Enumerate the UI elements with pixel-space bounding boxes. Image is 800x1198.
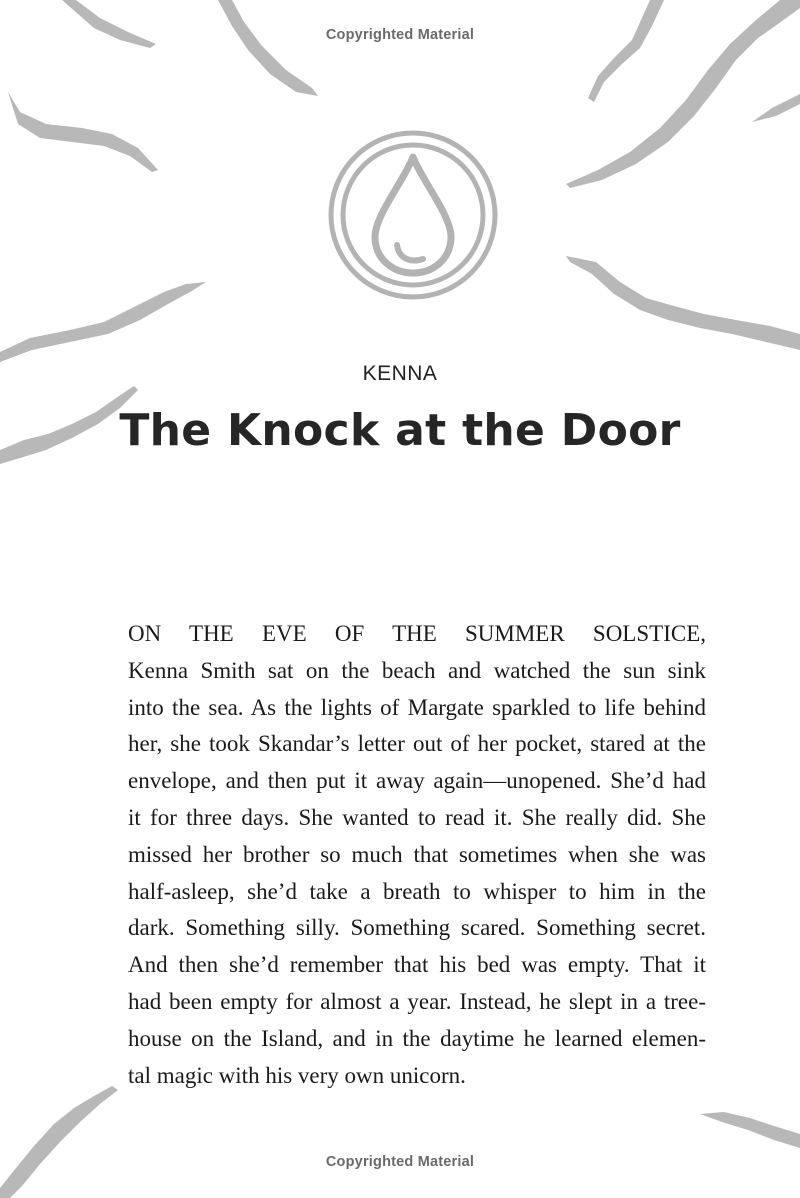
body-line: missed her brother so much that sometimes when she was — [128, 841, 706, 867]
crack-left-1 — [8, 92, 158, 172]
body-line: half-asleep, she’d take a breath to whisper to him in the — [128, 878, 706, 904]
body-line: And then she’d remember that his bed was empty. That it — [128, 952, 706, 978]
chapter-title: The Knock at the Door — [119, 405, 681, 456]
chapter-body — [128, 616, 706, 1094]
chapter-pov-label: KENNA — [362, 362, 438, 385]
body-line: tal magic with his very own unicorn. — [128, 1062, 466, 1088]
body-line: ON THE EVE OF THE SUMMER SOLSTICE, — [128, 621, 706, 646]
body-line: it for three days. She wanted to read it. She really did. She — [128, 804, 706, 830]
body-line: her, she took Skandar’s letter out of her pocket, stared at the — [128, 731, 706, 757]
body-line: house on the Island, and in the daytime he learned elemen- — [128, 1025, 706, 1051]
body-line: envelope, and then put it away again—unopened. She’d had — [128, 768, 706, 794]
crack-bottom-right — [700, 1112, 800, 1148]
crack-top-left-2 — [218, 0, 318, 96]
body-line: Kenna Smith sat on the beach and watched the sun sink — [128, 657, 706, 683]
body-line: dark. Something silly. Something scared. Something secret. — [128, 915, 706, 941]
crack-top-right-1 — [588, 0, 664, 102]
crack-bottom-left — [0, 1086, 118, 1198]
body-line: into the sea. As the lights of Margate sparkled to life behind — [128, 694, 706, 720]
crack-left-2 — [0, 282, 206, 362]
crack-right-1 — [752, 94, 800, 122]
body-line: had been empty for almost a year. Instead, he slept in a tree- — [128, 988, 706, 1014]
copyright-watermark-bottom: Copyrighted Material — [325, 1154, 475, 1170]
copyright-watermark-top: Copyrighted Material — [325, 27, 475, 43]
crack-right-2 — [566, 256, 800, 350]
water-drop-icon — [325, 127, 501, 303]
